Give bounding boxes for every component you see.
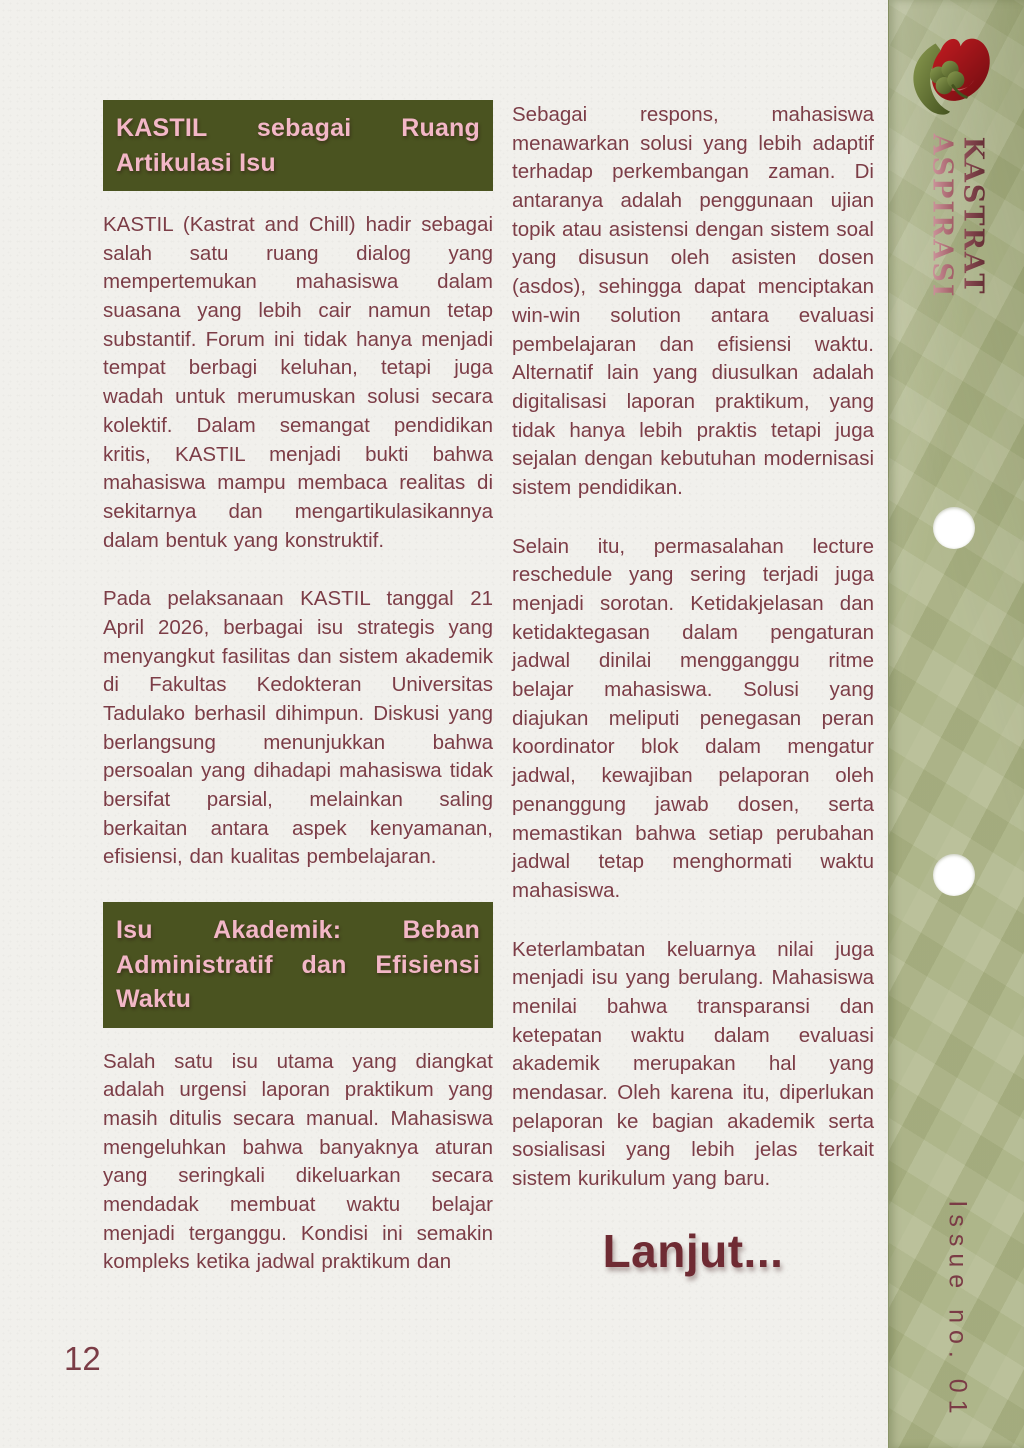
right-column xyxy=(512,101,874,1278)
paragraph-isu-akademik: Salah satu isu utama yang diangkat adalah urgensi laporan praktikum yang masih ditulis secara manual. Mahasiswa mengeluhkan bahwa banyaknya aturan yang seringkali dikeluarkan secara mendadak membuat waktu belajar menjadi terganggu. Kondisi ini semakin kompleks ketika jadwal praktikum dan xyxy=(103,1049,493,1274)
section-heading-isu-akademik: Isu Akademik: Beban Administratif dan Efisiensi Waktu xyxy=(103,902,493,1028)
section-heading-kastil: KASTIL sebagai Ruang Artikulasi Isu xyxy=(103,100,493,191)
punch-hole-top xyxy=(933,507,975,549)
continue-label: Lanjut... xyxy=(602,1224,784,1277)
page-number: 12 xyxy=(64,1340,101,1377)
paragraph-keterlambatan-nilai: Keterlambatan keluarnya nilai juga menjadi isu yang berulang. Mahasiswa menilai bahwa transparansi dan ketepatan waktu dalam evaluasi akademik merupakan hal yang mendasar. Oleh karena itu, diperlukan pelaporan ke bagian akademik serta sosialisasi yang lebih jelas terkait sistem kurikulum yang baru. xyxy=(512,937,874,1191)
left-column xyxy=(103,100,493,1307)
brand-line-aspirasi: ASPIRASI xyxy=(926,133,957,299)
kastrat-aspirasi-logo xyxy=(903,30,999,126)
brand-name-vertical xyxy=(889,126,1024,306)
paragraph-respons-solusi: Sebagai respons, mahasiswa menawarkan solusi yang lebih adaptif terhadap perkembangan zaman. Di antaranya adalah penggunaan ujian topik atau asistensi dengan sistem soal yang disusun oleh asisten dosen (asdos), sehingga dapat menciptakan win-win solution antara evaluasi pembelajaran dan efisiensi waktu. Alternatif lain yang diusulkan adalah digitalisasi laporan praktikum, yang tidak hanya lebih praktis tetapi juga sejalan dengan kebutuhan modernisasi sistem pendidikan. xyxy=(512,103,874,499)
sidebar xyxy=(888,0,1024,1448)
issue-label: Issue no. 01 xyxy=(943,1199,972,1421)
paragraph-lecture-reschedule: Selain itu, permasalahan lecture reschedule yang sering terjadi juga menjadi sorotan. Ketidakjelasan dan ketidaktegasan dalam pengaturan jadwal dinilai mengganggu ritme belajar mahasiswa. Solusi yang diajukan meliputi penegasan peran koordinator blok dalam mengatur jadwal, kewajiban pelaporan oleh penanggung jawab dosen, serta memastikan bahwa setiap perubahan jadwal tetap menghormati waktu mahasiswa. xyxy=(512,534,874,902)
paragraph-kastil-intro: KASTIL (Kastrat and Chill) hadir sebagai salah satu ruang dialog yang mempertemukan mahasiswa dalam suasana yang lebih cair namun tetap substantif. Forum ini tidak hanya menjadi tempat berbagi keluhan, tetapi juga wadah untuk merumuskan solusi secara kolektif. Dalam semangat pendidikan kritis, KASTIL menjadi bukti bahwa mahasiswa mampu membaca realitas di sekitarnya dan mengartikulasikannya dalam bentuk yang konstruktif. xyxy=(103,213,493,552)
issue-number-vertical xyxy=(889,1199,1024,1421)
punch-hole-bottom xyxy=(933,854,975,896)
bird-clover-icon xyxy=(903,30,999,126)
paragraph-kastil-pelaksanaan: Pada pelaksanaan KASTIL tanggal 21 April 2026, berbagai isu strategis yang menyangkut fasilitas dan sistem akademik di Fakultas Kedokteran Universitas Tadulako berhasil dihimpun. Diskusi yang berlangsung menunjukkan bahwa persoalan yang dihadapi mahasiswa tidak bersifat parsial, melainkan saling berkaitan antara aspek kenyamanan, efisiensi, dan kualitas pembelajaran. xyxy=(103,587,493,869)
brand-line-kastrat: KASTRAT xyxy=(957,136,989,296)
